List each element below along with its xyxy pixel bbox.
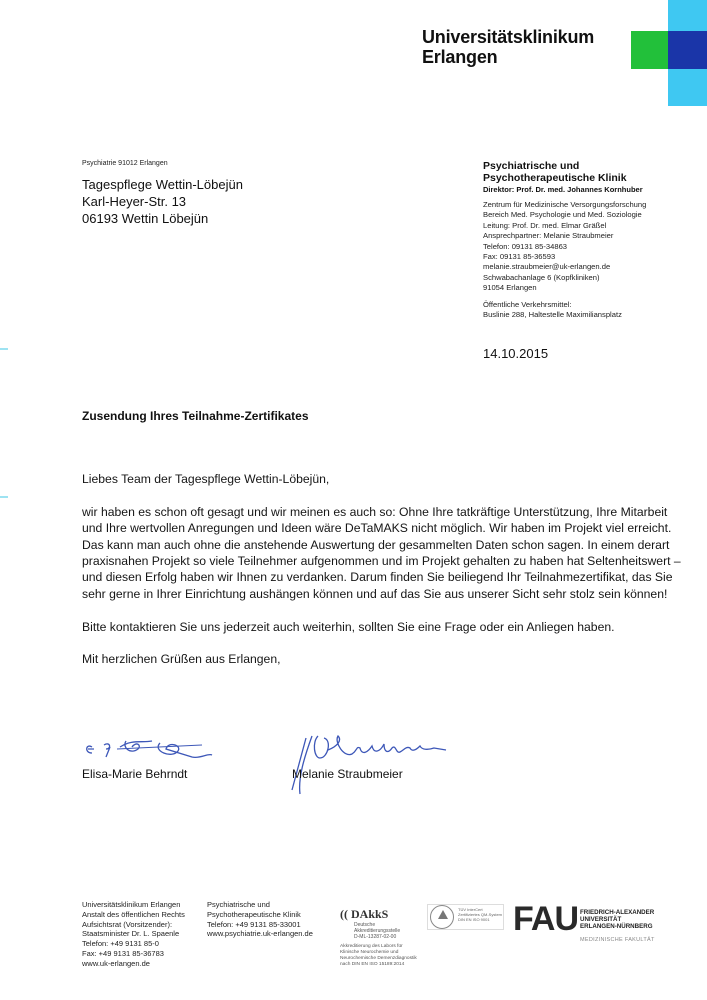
dakks-note-3: Neurochemische Demenzdiagnostik — [340, 956, 417, 961]
footer-university-name: Universitätsklinikum Erlangen — [82, 900, 181, 909]
tuv-text-1: TÜV InterCert — [458, 907, 483, 912]
dakks-note-4: nach DIN EN ISO 15189:2014 — [340, 962, 405, 967]
tuv-certification-badge — [427, 904, 504, 930]
footer-website[interactable]: www.uk-erlangen.de — [82, 958, 150, 968]
recipient-name: Tagespflege Wettin-Löbejün — [82, 177, 243, 192]
body-paragraph-1: wir haben es schon oft gesagt und wir meinen es auch so: Ohne Ihre tatkräftige Unterstützung, Ihre Mitarbeit und Ihre wertvollen Anregungen und Ideen wäre DeTaMAKS nicht möglich. Wir haben im Projekt viel erreicht. Das kann man auch ohne die anstehende Auswertung der gesammelten Daten schon sagen. In einem derart praxisnahen Projekt so viele Teilnehmer aufgenommen und im Projekt gehalten zu haben hat Seltenheitswert – und diesen Erfolg haben wir Ihnen zu verdanken. Darum finden Sie beiliegend Ihr Teilnahmezertifikat, das Sie sehr gerne in Ihrer Einrichtung aushängen können und auf das Sie aus unserer Sicht sehr stolz sein können! — [82, 504, 681, 601]
footer-clinic-name-1: Psychiatrische und — [207, 900, 270, 909]
clinic-department: Bereich Med. Psychologie und Med. Soziologie — [483, 210, 642, 220]
public-transport-info — [483, 300, 703, 321]
footer-fax: Fax: +49 9131 85-36783 — [82, 948, 164, 958]
fold-mark-bottom — [0, 496, 8, 498]
fold-mark-top — [0, 348, 8, 350]
dakks-logo-icon: (( DAkkS — [340, 907, 389, 921]
letter-body — [82, 471, 682, 684]
signatory-2-name: Melanie Straubmeier — [292, 767, 403, 781]
signature-straubmeier-icon — [288, 728, 453, 798]
clinic-head: Leitung: Prof. Dr. med. Elmar Gräßel — [483, 220, 607, 230]
footer-board-label: Aufsichtsrat (Vorsitzender): — [82, 919, 173, 929]
dakks-subtext — [354, 922, 425, 940]
logo-green-square-icon — [631, 31, 668, 69]
dakks-note — [340, 944, 425, 968]
clinic-contact-details — [483, 200, 703, 294]
clinic-director: Direktor: Prof. Dr. med. Johannes Kornhuber — [483, 185, 643, 194]
clinic-name-line-2: Psychotherapeutische Klinik — [483, 172, 627, 184]
fau-mark-icon: FAU — [513, 900, 578, 938]
dakks-accreditation — [340, 907, 425, 968]
clinic-city: 91054 Erlangen — [483, 283, 537, 293]
footer-university-info — [82, 900, 185, 969]
recipient-street: Karl-Heyer-Str. 13 — [82, 194, 187, 209]
fau-university-name — [580, 909, 654, 930]
fau-line-2: UNIVERSITÄT — [580, 916, 622, 923]
clinic-info-block — [483, 160, 703, 320]
tuv-seal-icon — [430, 905, 454, 929]
fau-line-3: ERLANGEN-NÜRNBERG — [580, 923, 653, 930]
footer-clinic-website[interactable]: www.psychiatrie.uk-erlangen.de — [207, 929, 313, 939]
footer-clinic-info — [207, 900, 313, 939]
dakks-sub-1: Deutsche — [354, 922, 376, 928]
logo-line-2: Erlangen — [422, 47, 498, 67]
footer-clinic-name-2: Psychotherapeutische Klinik — [207, 909, 301, 919]
clinic-name-line-1: Psychiatrische und — [483, 160, 580, 172]
tuv-text — [458, 907, 502, 922]
transport-value: Buslinie 288, Haltestelle Maximiliansplatz — [483, 310, 622, 320]
tuv-text-2: Zertifiziertes QM-System — [458, 912, 503, 917]
letter-date: 14.10.2015 — [483, 346, 549, 361]
fau-line-1: FRIEDRICH-ALEXANDER — [580, 909, 655, 916]
transport-label: Öffentliche Verkehrsmittel: — [483, 299, 572, 309]
body-paragraph-2: Bitte kontaktieren Sie uns jederzeit auch weiterhin, sollten Sie eine Frage oder ein Anliegen haben. — [82, 619, 615, 634]
signatory-1-name: Elisa-Marie Behrndt — [82, 767, 188, 781]
tuv-triangle-icon — [438, 910, 448, 919]
clinic-email[interactable]: melanie.straubmeier@uk-erlangen.de — [483, 262, 611, 272]
dakks-note-1: Akkreditierung des Labors für — [340, 944, 403, 949]
footer-clinic-phone: Telefon: +49 9131 85-33001 — [207, 919, 301, 929]
dakks-sub-2: Akkreditierungsstelle — [354, 928, 401, 934]
fau-faculty: MEDIZINISCHE FAKULTÄT — [580, 937, 655, 943]
dakks-sub-3: D-ML-13287-02-00 — [354, 934, 397, 940]
clinic-name — [483, 160, 703, 184]
sender-return-address: Psychiatrie 91012 Erlangen — [82, 160, 168, 167]
recipient-address — [82, 176, 243, 227]
clinic-center: Zentrum für Medizinische Versorgungsforschung — [483, 200, 647, 209]
clinic-street: Schwabachanlage 6 (Kopfkliniken) — [483, 272, 600, 282]
recipient-city: 06193 Wettin Löbejün — [82, 211, 209, 226]
logo-blue-square-icon — [668, 31, 707, 69]
salutation: Liebes Team der Tagespflege Wettin-Löbejün, — [82, 472, 330, 486]
clinic-contact-person: Ansprechpartner: Melanie Straubmeier — [483, 231, 614, 241]
signature-behrndt-icon — [82, 733, 222, 765]
footer-legal-form: Anstalt des öffentlichen Rechts — [82, 909, 185, 919]
dakks-note-2: Klinische Neurochemie und — [340, 950, 399, 955]
footer-phone: Telefon: +49 9131 85-0 — [82, 939, 159, 949]
closing: Mit herzlichen Grüßen aus Erlangen, — [82, 652, 281, 667]
clinic-phone: Telefon: 09131 85-34863 — [483, 241, 568, 251]
clinic-fax: Fax: 09131 85-36593 — [483, 252, 556, 262]
logo-line-1: Universitätsklinikum — [422, 27, 595, 47]
footer-board-chair: Staatsminister Dr. L. Spaenle — [82, 929, 180, 939]
university-logo-title — [422, 27, 594, 67]
letter-subject: Zusendung Ihres Teilnahme-Zertifikates — [82, 409, 309, 423]
tuv-text-3: DIN EN ISO 9001 — [458, 917, 490, 922]
dakks-logo-text: DAkkS — [351, 907, 389, 921]
fau-logo — [513, 900, 655, 943]
